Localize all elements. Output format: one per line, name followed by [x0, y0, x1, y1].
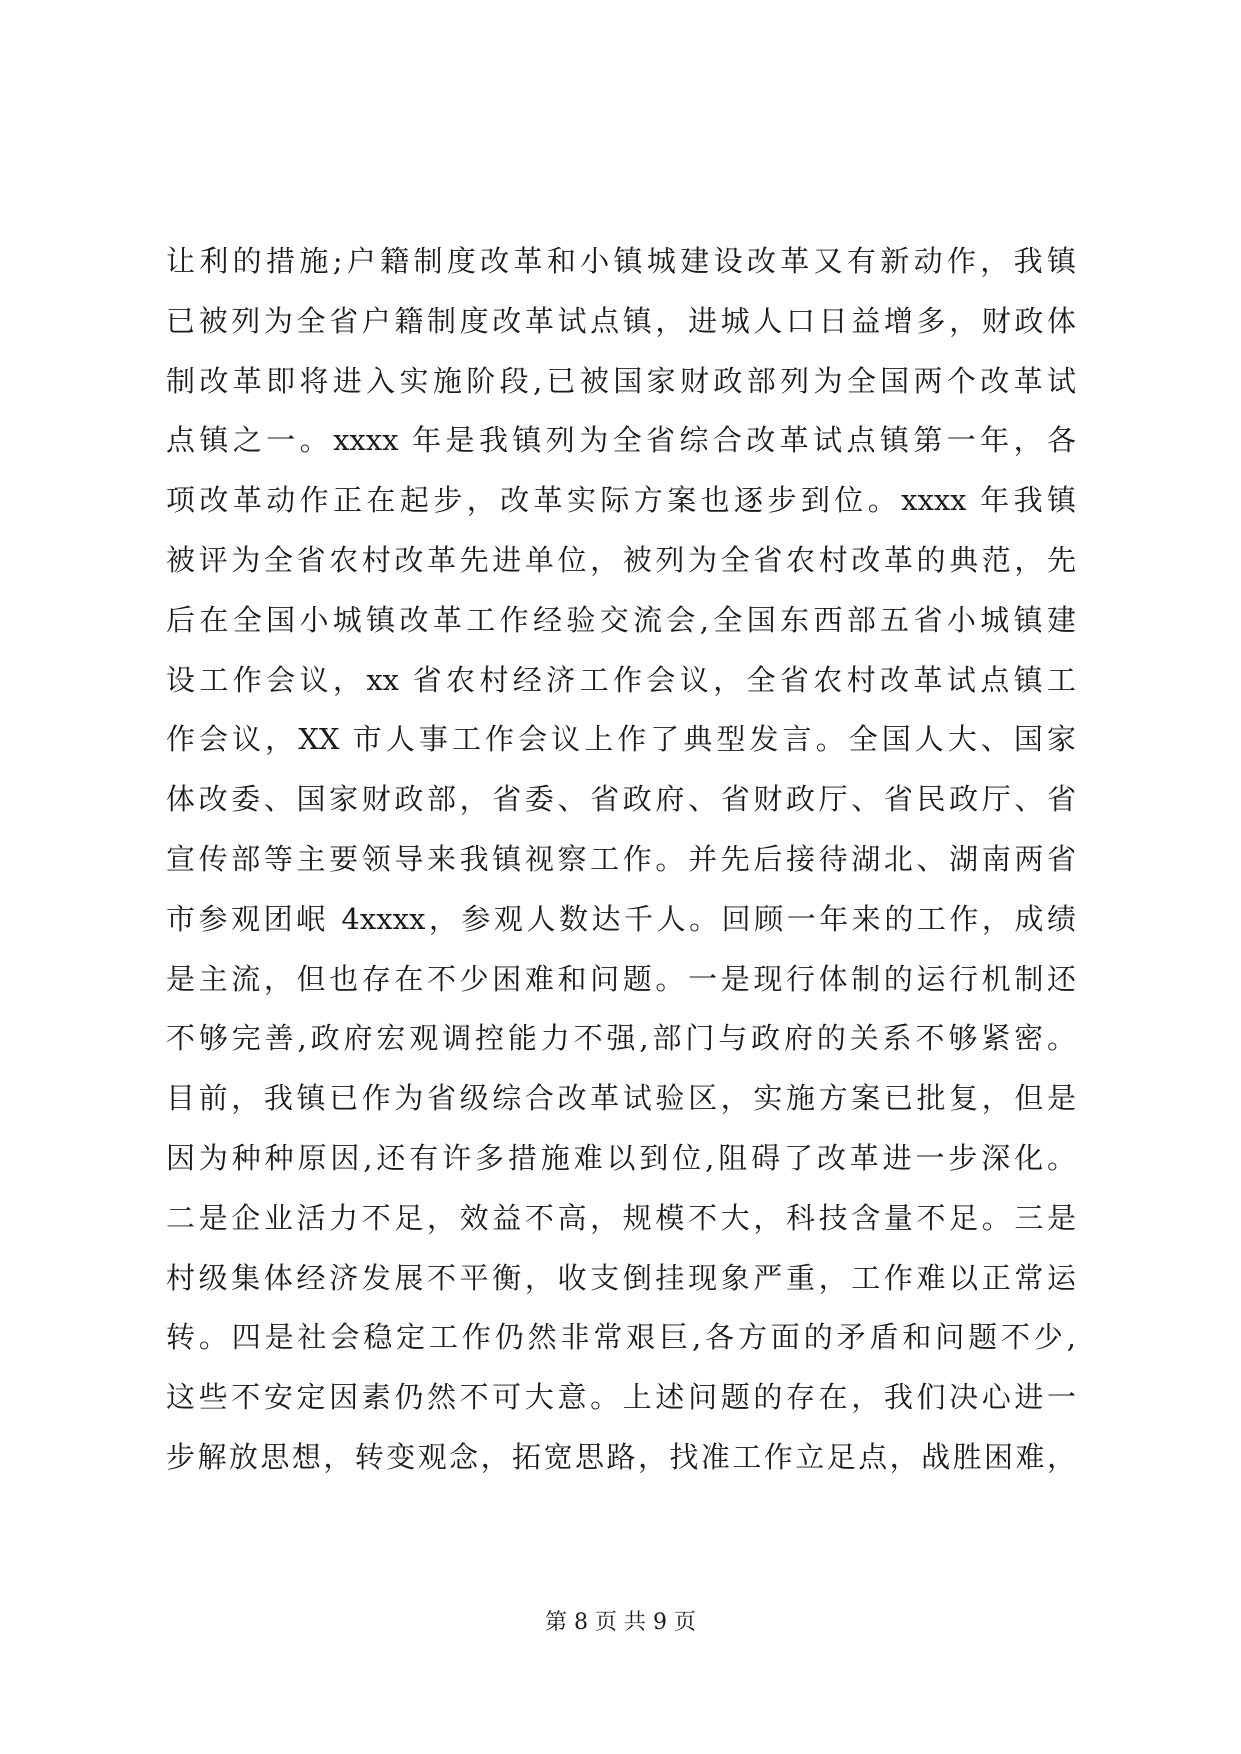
text-line: 这些不安定因素仍然不可大意。上述问题的存在，我们决心进一 [166, 1380, 1076, 1415]
text-line: 市参观团岷 4xxxx，参观人数达千人。回顾一年来的工作，成绩 [166, 901, 1076, 936]
text-line: 因为种种原因,还有许多措施难以到位,阻碍了改革进一步深化。 [166, 1140, 1076, 1175]
page-footer [0, 1608, 1241, 1638]
text-line: 转。四是社会稳定工作仍然非常艰巨,各方面的矛盾和问题不少, [166, 1320, 1076, 1355]
text-line: 设工作会议，xx 省农村经济工作会议，全省农村改革试点镇工 [166, 662, 1076, 697]
text-line: 后在全国小城镇改革工作经验交流会,全国东西部五省小城镇建 [166, 602, 1076, 637]
text-line: 宣传部等主要领导来我镇视察工作。并先后接待湖北、湖南两省 [166, 841, 1076, 876]
text-line: 村级集体经济发展不平衡，收支倒挂现象严重，工作难以正常运 [166, 1260, 1076, 1295]
text-line: 作会议，XX 市人事工作会议上作了典型发言。全国人大、国家 [166, 722, 1076, 757]
text-line: 目前，我镇已作为省级综合改革试验区，实施方案已批复，但是 [166, 1081, 1076, 1116]
text-line: 制改革即将进入实施阶段,已被国家财政部列为全国两个改革试 [166, 363, 1076, 398]
text-line: 点镇之一。xxxx 年是我镇列为全省综合改革试点镇第一年，各 [166, 423, 1076, 458]
text-line: 不够完善,政府宏观调控能力不强,部门与政府的关系不够紧密。 [166, 1021, 1076, 1056]
text-line: 二是企业活力不足，效益不高，规模不大，科技含量不足。三是 [166, 1200, 1076, 1235]
text-line: 是主流，但也存在不少困难和问题。一是现行体制的运行机制还 [166, 961, 1076, 996]
text-line: 体改委、国家财政部，省委、省政府、省财政厅、省民政厅、省 [166, 782, 1076, 817]
page-number-label: 第 8 页 共 9 页 [545, 1610, 696, 1635]
text-line: 步解放思想，转变观念，拓宽思路，找准工作立足点，战胜困难， [166, 1439, 1076, 1474]
text-line: 让利的措施;户籍制度改革和小镇城建设改革又有新动作，我镇 [166, 244, 1076, 278]
body-text [166, 232, 1076, 1488]
text-line: 已被列为全省户籍制度改革试点镇，进城人口日益增多，财政体 [166, 303, 1076, 338]
text-line: 项改革动作正在起步，改革实际方案也逐步到位。xxxx 年我镇 [166, 483, 1076, 518]
text-line: 被评为全省农村改革先进单位，被列为全省农村改革的典范，先 [166, 542, 1076, 577]
